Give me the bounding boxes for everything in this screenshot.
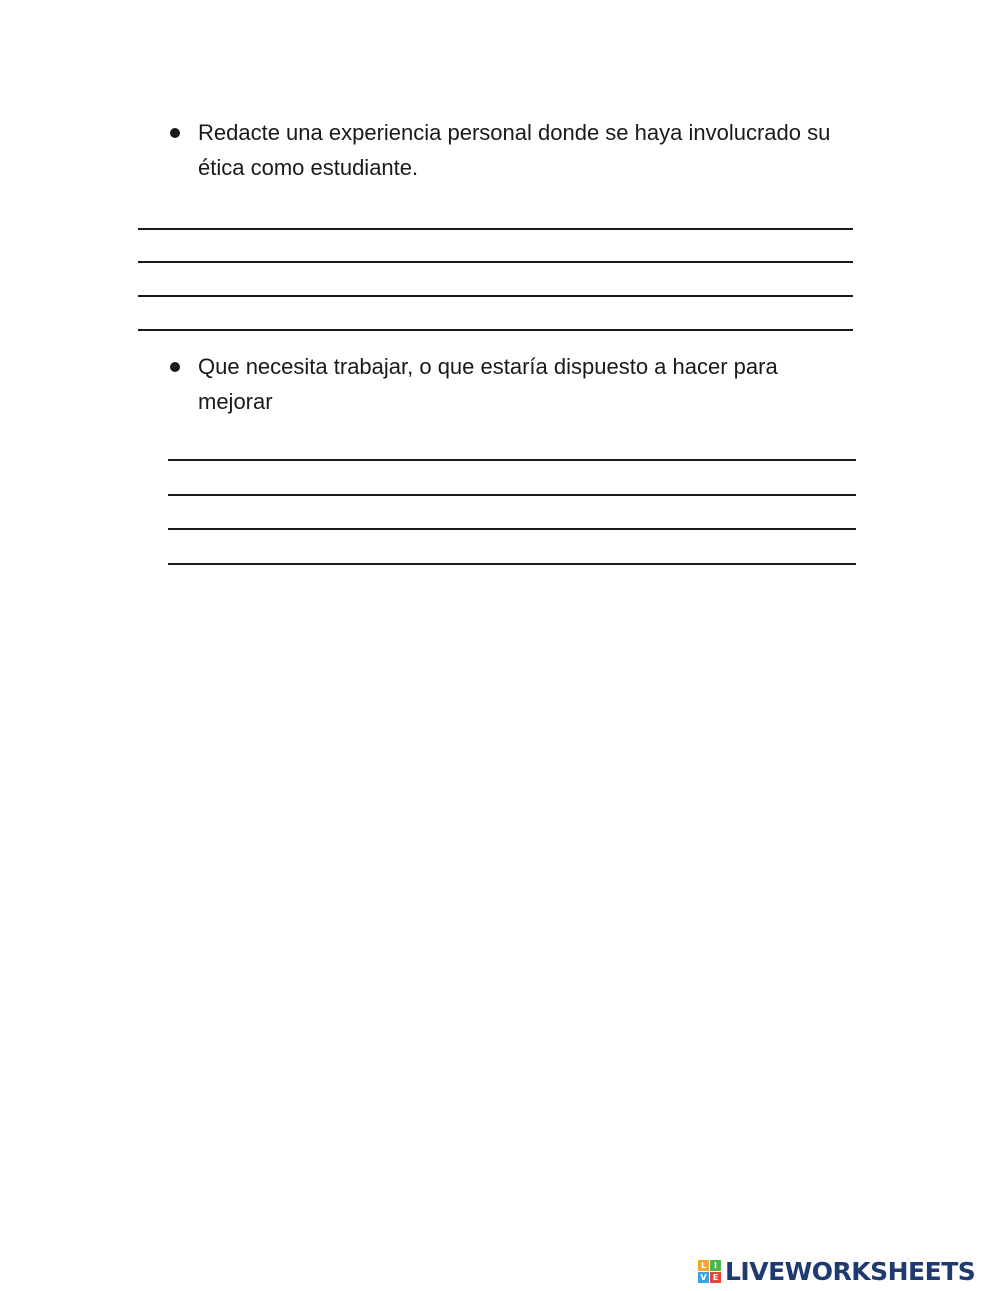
question-2-text: Que necesita trabajar, o que estaría dispuesto a hacer para mejorar — [198, 354, 778, 414]
logo-text: LIVEWORKSHEETS — [725, 1256, 976, 1286]
answer-line-q1-4[interactable] — [138, 329, 853, 331]
answer-line-q2-3[interactable] — [168, 528, 856, 530]
logo-block: I — [710, 1260, 721, 1271]
logo-block: E — [710, 1272, 721, 1283]
answer-line-q1-1[interactable] — [138, 228, 853, 230]
answer-line-q2-2[interactable] — [168, 494, 856, 496]
answer-line-q2-1[interactable] — [168, 459, 856, 461]
question-1-text: Redacte una experiencia personal donde se haya involucrado su ética como estudiante. — [198, 120, 831, 180]
logo-block: L — [698, 1260, 709, 1271]
answer-line-q1-3[interactable] — [138, 295, 853, 297]
bullet-icon — [170, 362, 180, 372]
logo-blocks-icon — [698, 1260, 721, 1283]
bullet-icon — [170, 128, 180, 138]
answer-line-q2-4[interactable] — [168, 563, 856, 565]
answer-line-q1-2[interactable] — [138, 261, 853, 263]
liveworksheets-logo — [698, 1256, 975, 1286]
logo-block: V — [698, 1272, 709, 1283]
